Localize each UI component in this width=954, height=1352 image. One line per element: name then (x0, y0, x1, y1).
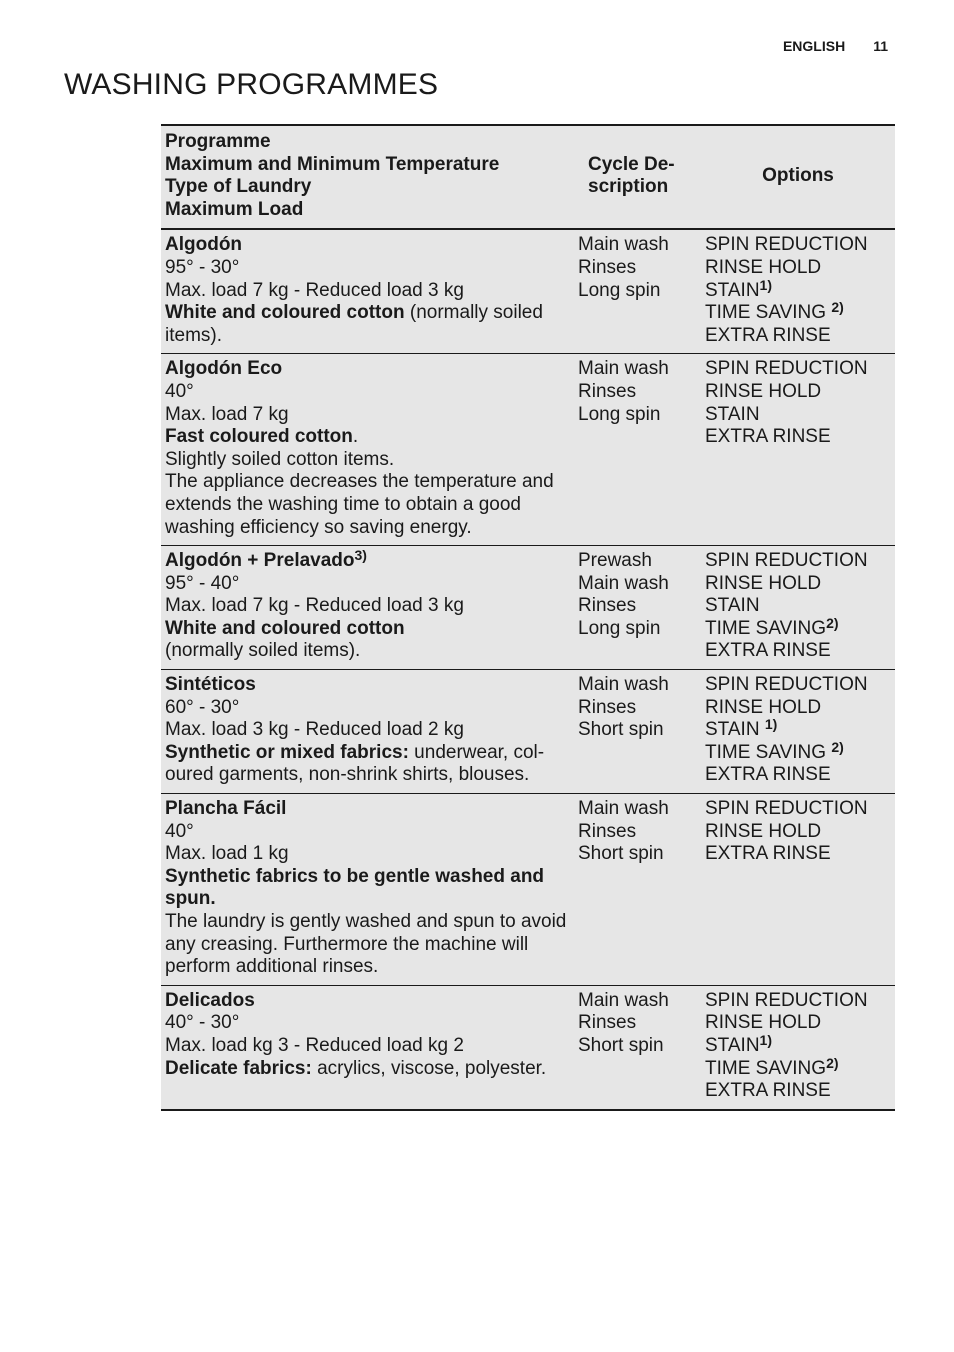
option-label: TIME SAVING (705, 617, 827, 639)
footnote-ref: 1) (764, 716, 778, 733)
cycle-step: Prewash (578, 550, 652, 572)
cycle-step: Short spin (578, 843, 664, 865)
option-label: STAIN (705, 403, 760, 425)
programme-temperature: 40° (165, 380, 194, 402)
option-label: TIME SAVING (705, 1057, 827, 1079)
programme-description (165, 911, 570, 979)
footnote-ref: 2) (826, 614, 839, 631)
header-programme-line: Programme (165, 131, 271, 152)
option-label: RINSE HOLD (705, 1012, 822, 1034)
cycle-step: Main wash (578, 989, 669, 1011)
cycle-step: Main wash (578, 234, 669, 256)
footnote-ref: 3) (354, 547, 367, 564)
cycle-step: Long spin (578, 279, 661, 301)
cycle-step: Main wash (578, 674, 669, 696)
option-item (705, 381, 891, 404)
option-item (705, 764, 891, 787)
option-item (705, 798, 891, 821)
option-label: STAIN (705, 719, 765, 741)
option-label: SPIN REDUCTION (705, 358, 868, 380)
programme-name: Plancha Fácil (165, 798, 287, 820)
option-label: STAIN (705, 279, 760, 301)
option-item (705, 1054, 891, 1081)
option-item (705, 1031, 891, 1058)
laundry-type: Fast coloured cotton (165, 426, 353, 448)
options-cell (701, 229, 895, 353)
header-options: Options (762, 164, 834, 186)
option-label: STAIN (705, 595, 760, 617)
programme-description (165, 302, 570, 347)
description-text: Slightly soiled cotton items. (165, 448, 395, 470)
programme-cell (161, 985, 574, 1109)
option-item (705, 234, 891, 257)
option-item (705, 358, 891, 381)
option-label: EXTRA RINSE (705, 640, 831, 662)
option-item (705, 614, 891, 641)
programme-temperature: 95° - 30° (165, 256, 240, 278)
option-label: SPIN REDUCTION (705, 234, 868, 256)
option-item (705, 550, 891, 573)
programme-name-line (165, 798, 570, 821)
option-label: RINSE HOLD (705, 820, 822, 842)
cycle-cell (574, 985, 701, 1109)
option-item (705, 738, 891, 765)
programme-load: Max. load 7 kg - Reduced load 3 kg (165, 279, 464, 301)
cycle-step: Rinses (578, 256, 637, 278)
cycle-cell (574, 354, 701, 546)
cycle-step: Short spin (578, 1034, 664, 1056)
options-cell (701, 354, 895, 546)
option-item (705, 573, 891, 596)
option-label: RINSE HOLD (705, 380, 822, 402)
option-item (705, 674, 891, 697)
footnote-ref: 1) (759, 276, 772, 293)
option-item (705, 990, 891, 1013)
cycle-step: Rinses (578, 595, 637, 617)
option-item (705, 843, 891, 866)
table-row (161, 229, 895, 353)
option-label: EXTRA RINSE (705, 426, 831, 448)
header-cycle (574, 125, 701, 229)
programme-temperature: 40° - 30° (165, 1012, 240, 1034)
description-text: . (352, 426, 359, 448)
programme-name: Algodón (165, 234, 243, 256)
option-label: SPIN REDUCTION (705, 798, 868, 820)
programme-cell (161, 670, 574, 794)
description-text: The appliance decreases the temperature and extends the washing time to obtain a good washing efficiency so saving energy. (165, 471, 554, 538)
cycle-step: Rinses (578, 696, 637, 718)
cycle-step: Rinses (578, 1012, 637, 1034)
footnote-ref: 2) (831, 738, 844, 755)
option-label: SPIN REDUCTION (705, 989, 868, 1011)
header-cycle-line: scription (588, 176, 669, 198)
footnote-ref: 2) (831, 299, 844, 316)
cycle-cell (574, 229, 701, 353)
programme-name-line (165, 234, 570, 257)
options-cell (701, 794, 895, 986)
washing-programmes-table (161, 124, 895, 1111)
programme-temperature: 40° (165, 820, 194, 842)
option-item (705, 426, 891, 449)
cycle-step: Long spin (578, 403, 661, 425)
description-text: (normally soiled items). (165, 640, 361, 662)
cycle-cell (574, 794, 701, 986)
page-header (783, 38, 888, 54)
programme-name: Algodón + Prelavado (165, 550, 355, 572)
laundry-type: Delicate fabrics: (165, 1057, 312, 1079)
cycle-step: Main wash (578, 572, 669, 594)
programme-name-line (165, 990, 570, 1013)
programme-cell (161, 546, 574, 670)
programme-description (165, 1058, 570, 1081)
header-language: ENGLISH (782, 38, 846, 54)
table-row (161, 985, 895, 1109)
page-title: WASHING PROGRAMMES (64, 68, 439, 101)
laundry-type: Synthetic fabrics to be gentle washed and spun. (165, 865, 545, 910)
programme-description (165, 640, 570, 663)
option-item (705, 1012, 891, 1035)
option-item (705, 325, 891, 348)
programme-name-line (165, 547, 570, 573)
option-label: TIME SAVING (705, 741, 832, 763)
table-row (161, 794, 895, 986)
option-label: RINSE HOLD (705, 256, 822, 278)
page-number: 11 (873, 38, 888, 54)
table-body (161, 229, 895, 1109)
laundry-type: Synthetic or mixed fabrics: (165, 741, 409, 763)
programme-load: Max. load 7 kg - Reduced load 3 kg (165, 595, 464, 617)
footnote-ref: 2) (826, 1054, 839, 1071)
description-text: underwear, col-oured garments, non-shrink shirts, blouses. (165, 741, 545, 786)
option-item (705, 716, 891, 742)
programme-load: Max. load 3 kg - Reduced load 2 kg (165, 719, 464, 741)
description-text: (normally soiled items). (165, 302, 543, 346)
programme-description (165, 866, 570, 911)
programme-temperature: 60° - 30° (165, 696, 240, 718)
programme-temperature: 95° - 40° (165, 572, 240, 594)
description-text: The laundry is gently washed and spun to avoid any creasing. Furthermore the machine will perform additional rinses. (165, 911, 567, 978)
footnote-ref: 1) (759, 1031, 772, 1048)
laundry-type: White and coloured cotton (165, 617, 405, 639)
option-item (705, 257, 891, 280)
option-label: EXTRA RINSE (705, 1080, 831, 1102)
table-row (161, 354, 895, 546)
option-item (705, 1080, 891, 1103)
header-cycle-line: Cycle De- (588, 153, 675, 175)
option-label: SPIN REDUCTION (705, 674, 868, 696)
programme-load: Max. load 1 kg (165, 843, 289, 865)
table-row (161, 670, 895, 794)
header-programme-line: Maximum and Minimum Temperature (165, 153, 500, 175)
option-label: SPIN REDUCTION (705, 550, 868, 572)
programme-description (165, 426, 570, 449)
option-label: RINSE HOLD (705, 572, 822, 594)
option-item (705, 821, 891, 844)
option-label: STAIN (705, 1034, 760, 1056)
option-label: EXTRA RINSE (705, 843, 831, 865)
programme-description (165, 618, 570, 641)
programme-name-line (165, 358, 570, 381)
option-label: RINSE HOLD (705, 696, 822, 718)
table-row (161, 546, 895, 670)
option-label: TIME SAVING (705, 302, 832, 324)
laundry-type: White and coloured cotton (165, 302, 405, 324)
cycle-step: Rinses (578, 820, 637, 842)
programme-cell (161, 794, 574, 986)
options-cell (701, 670, 895, 794)
cycle-step: Short spin (578, 719, 664, 741)
header-programme-line: Maximum Load (165, 198, 304, 220)
options-cell (701, 985, 895, 1109)
header-programme-line: Type of Laundry (165, 176, 312, 198)
option-label: EXTRA RINSE (705, 324, 831, 346)
option-label: EXTRA RINSE (705, 764, 831, 786)
option-item (705, 276, 891, 303)
programme-description (165, 471, 570, 539)
cycle-cell (574, 670, 701, 794)
programme-load: Max. load kg 3 - Reduced load kg 2 (165, 1034, 464, 1056)
programme-name: Algodón Eco (165, 358, 283, 380)
description-text: acrylics, viscose, polyester. (311, 1057, 547, 1079)
programme-cell (161, 229, 574, 353)
cycle-step: Long spin (578, 617, 661, 639)
programme-load: Max. load 7 kg (165, 403, 289, 425)
options-cell (701, 546, 895, 670)
programme-name: Sintéticos (165, 674, 256, 696)
option-item (705, 404, 891, 427)
programme-name-line (165, 674, 570, 697)
option-item (705, 697, 891, 720)
programme-description (165, 449, 570, 472)
option-item (705, 299, 891, 325)
header-programme (161, 125, 574, 229)
option-item (705, 595, 891, 618)
programme-description (165, 742, 570, 787)
cycle-step: Rinses (578, 380, 637, 402)
programme-cell (161, 354, 574, 546)
option-item (705, 640, 891, 663)
programme-name: Delicados (165, 989, 255, 1011)
cycle-step: Main wash (578, 798, 669, 820)
cycle-cell (574, 546, 701, 670)
table-header (161, 125, 895, 229)
cycle-step: Main wash (578, 358, 669, 380)
